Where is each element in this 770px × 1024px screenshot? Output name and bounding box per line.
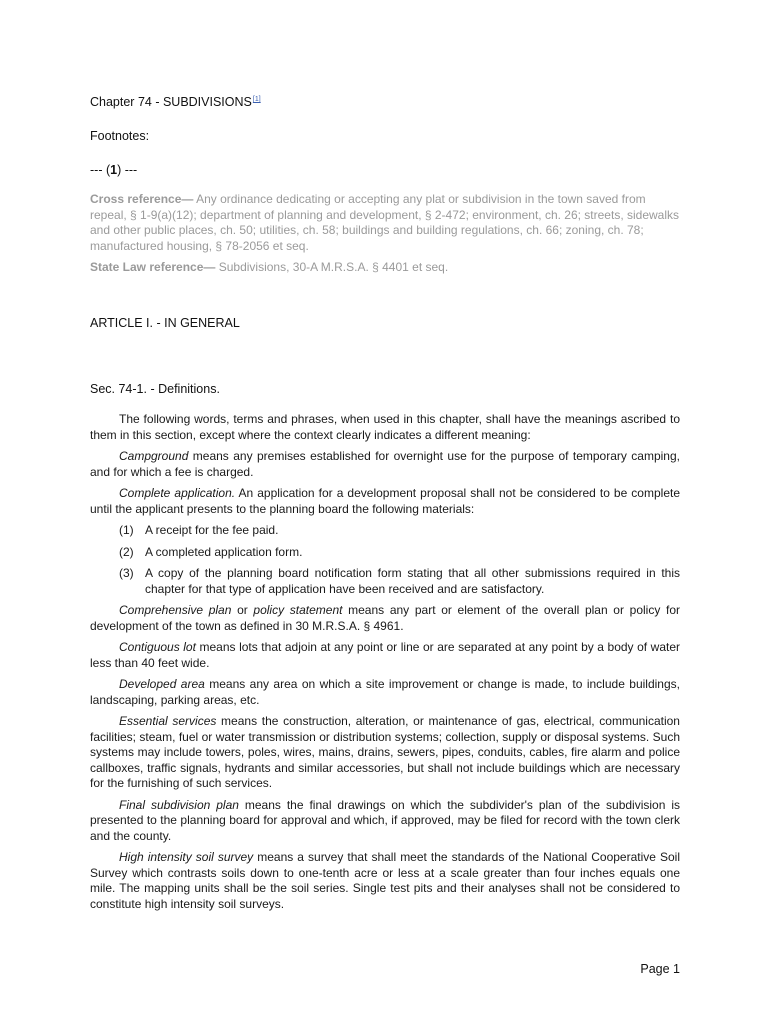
definition-high-intensity-soil-survey xyxy=(90,850,680,912)
chapter-title-text: Chapter 74 - SUBDIVISIONS xyxy=(90,95,252,109)
term-final-subdivision-plan: Final subdivision plan xyxy=(119,797,239,812)
list-item-number: (1) xyxy=(119,523,134,537)
list-item-text: A copy of the planning board notification form stating that all other submissions required in this chapter for that type of application have been received and are satisfactory. xyxy=(145,566,680,596)
definition-text: An application for a development proposal shall not be considered to be complete until the applicant presents to the planning board the following materials: xyxy=(90,486,680,516)
footnotes-label: Footnotes: xyxy=(90,129,150,143)
footnote-marker xyxy=(90,163,137,177)
definition-text: means any area on which a site improvement or change is made, to include buildings, landscaping, parking areas, etc. xyxy=(90,677,680,707)
footnote-link[interactable]: [1] xyxy=(252,96,261,103)
list-item xyxy=(90,545,680,561)
list-item-number: (2) xyxy=(119,544,134,559)
list-item xyxy=(90,566,680,597)
term-essential-services: Essential services xyxy=(119,714,217,728)
definition-complete-application xyxy=(90,486,680,517)
term-complete-application: Complete application. xyxy=(119,486,236,500)
definition-text: means any premises established for overnight use for the purpose of temporary camping, and for which a fee is charged. xyxy=(90,449,680,479)
state-law-text: Subdivisions, 30-A M.R.S.A. § 4401 et seq. xyxy=(215,260,449,274)
list-item-text: A completed application form. xyxy=(145,544,303,559)
term-campground: Campground xyxy=(119,449,189,463)
term-high-intensity-soil-survey: High intensity soil survey xyxy=(119,850,254,864)
term-contiguous-lot: Contiguous lot xyxy=(119,640,196,654)
footnote-marker-number: 1 xyxy=(110,163,118,177)
list-item xyxy=(90,523,680,539)
definition-final-subdivision-plan xyxy=(90,798,680,845)
definition-connector: or xyxy=(231,603,254,617)
term-comprehensive-plan: Comprehensive plan xyxy=(119,603,232,617)
definition-text: means the final drawings on which the subdivider's plan of the subdivision is presented to the planning board for approval and which, if approved, may be filed for record with the town clerk and the county. xyxy=(90,797,681,843)
list-item-number: (3) xyxy=(119,566,134,580)
definition-text: means a survey that shall meet the standards of the National Cooperative Soil Survey which contrasts soils down to one-tenth acre or less at a scale greater than four inches equals one mile. The mapping units shall be the soil series. Single test pits and their analyses shall not be considered to constitute high intensity soil surveys. xyxy=(90,850,680,911)
term-developed-area: Developed area xyxy=(119,677,205,691)
chapter-title xyxy=(90,95,261,109)
state-law-label: State Law reference— xyxy=(90,260,216,274)
definition-campground xyxy=(90,449,680,480)
cross-reference-label: Cross reference— xyxy=(90,192,194,206)
definition-text: means lots that adjoin at any point or line or are separated at any point by a body of water less than 40 feet wide. xyxy=(90,640,681,670)
section-heading: Sec. 74-1. - Definitions. xyxy=(90,382,220,396)
definition-text: means any part or element of the overall plan or policy for development of the town as defined in 30 M.R.S.A. § 4961. xyxy=(90,603,680,633)
definitions-intro: The following words, terms and phrases, when used in this chapter, shall have the meanings ascribed to them in this section, except where the context clearly indicates a different meaning: xyxy=(90,412,680,442)
cross-reference xyxy=(90,192,680,254)
article-heading: ARTICLE I. - IN GENERAL xyxy=(90,316,240,330)
footnote-marker-prefix: --- ( xyxy=(90,163,111,177)
cross-reference-text: Any ordinance dedicating or accepting any plat or subdivision in the town saved from repeal, § 1-9(a)(12); department of planning and development, § 2-472; environment, ch. 26; streets, sidewalks and other public places, ch. 50; utilities, ch. 58; buildings and building regulations, ch. 66; zoning, ch. 78; manufactured housing, § 78-2056 et seq. xyxy=(90,192,680,253)
definition-developed-area xyxy=(90,677,680,708)
definition-contiguous-lot xyxy=(90,640,680,671)
footnote-marker-suffix: ) --- xyxy=(117,163,138,177)
definition-essential-services xyxy=(90,714,680,792)
state-law-reference xyxy=(90,260,680,276)
list-item-text: A receipt for the fee paid. xyxy=(145,523,279,537)
definition-comprehensive-plan xyxy=(90,603,680,634)
page-number: Page 1 xyxy=(640,962,680,976)
definition-text: means the construction, alteration, or maintenance of gas, electrical, communication facilities; steam, fuel or water transmission or distribution systems; collection, supply or disposal systems. Such systems may include towers, poles, wires, mains, drains, sewers, pipes, conduits, cables, fire alarm and police callboxes, traffic signals, hydrants and similar accessories, but shall not include buildings which are necessary for the furnishing of such services. xyxy=(90,714,680,790)
term-policy-statement: policy statement xyxy=(253,603,343,617)
definitions-body xyxy=(90,412,680,918)
